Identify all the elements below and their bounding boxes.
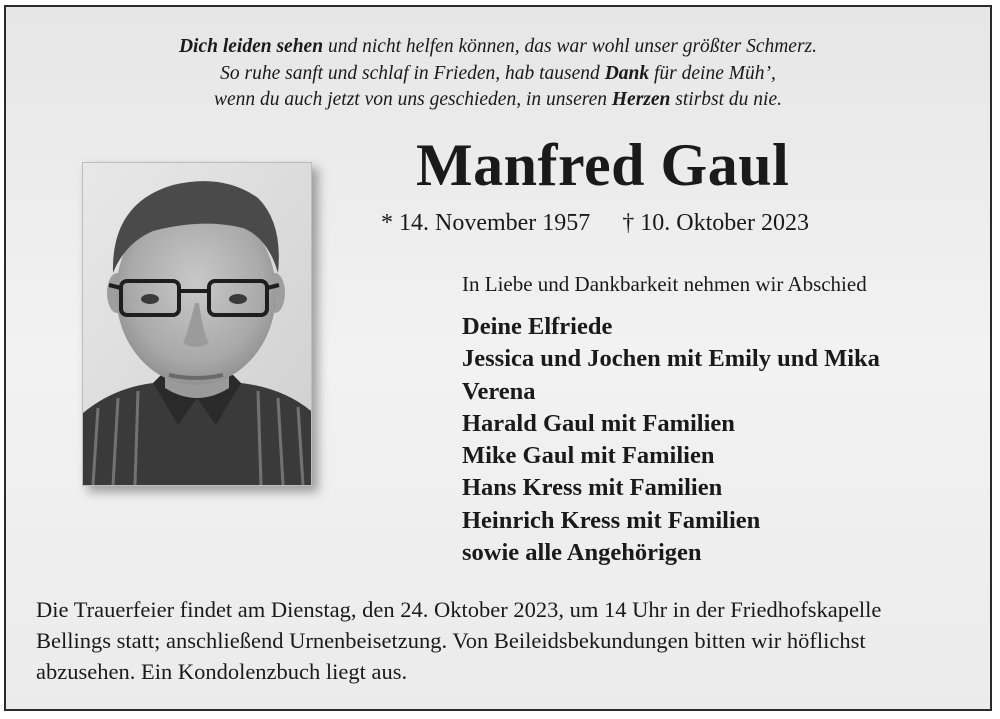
birth-date: * 14. November 1957 bbox=[381, 210, 591, 236]
poem-line-1 bbox=[6, 34, 990, 61]
service-line: Die Trauerfeier findet am Dienstag, den 24. Oktober 2023, um 14 Uhr in der Friedhofskapelle bbox=[36, 597, 882, 622]
poem-line-2 bbox=[6, 61, 990, 88]
mourner-entry: Verena bbox=[462, 377, 536, 405]
obituary-notice bbox=[4, 5, 992, 711]
deceased-name: Manfred Gaul bbox=[416, 132, 790, 198]
poem-line-3 bbox=[6, 87, 990, 114]
farewell-intro: In Liebe und Dankbarkeit nehmen wir Abschied bbox=[462, 272, 867, 296]
poem-text: So ruhe sanft und schlaf in Frieden, hab tausend bbox=[220, 62, 605, 84]
poem-emphasis: Dank bbox=[604, 62, 650, 84]
memorial-poem bbox=[6, 34, 990, 114]
service-line: Bellings statt; anschließend Urnenbeisetzung. Von Beileidsbekundungen bitten wir höflichst bbox=[36, 628, 866, 653]
poem-text: und nicht helfen können, das war wohl unser größter Schmerz. bbox=[323, 36, 818, 57]
poem-emphasis: Dich leiden sehen bbox=[178, 36, 324, 57]
mourner-entry: Jessica und Jochen mit Emily und Mika bbox=[462, 345, 880, 373]
mourner-entry: Harald Gaul mit Familien bbox=[462, 409, 735, 437]
poem-text: wenn du auch jetzt von uns geschieden, in unseren bbox=[214, 89, 612, 110]
life-dates bbox=[381, 210, 809, 237]
portrait-photo bbox=[82, 162, 312, 486]
mourner-list bbox=[462, 311, 880, 569]
mourner-entry: sowie alle Angehörigen bbox=[462, 539, 702, 567]
poem-text: für deine Müh’, bbox=[649, 62, 776, 84]
service-line: abzusehen. Ein Kondolenzbuch liegt aus. bbox=[36, 659, 408, 684]
portrait-image bbox=[83, 163, 311, 485]
mourner-entry: Hans Kress mit Familien bbox=[462, 474, 723, 502]
poem-text: stirbst du nie. bbox=[670, 89, 782, 110]
mourner-entry: Mike Gaul mit Familien bbox=[462, 442, 715, 470]
death-date: † 10. Oktober 2023 bbox=[622, 210, 809, 236]
service-details bbox=[36, 594, 976, 687]
mourner-entry: Deine Elfriede bbox=[462, 313, 613, 340]
poem-emphasis: Herzen bbox=[611, 89, 671, 110]
mourner-entry: Heinrich Kress mit Familien bbox=[462, 506, 761, 534]
